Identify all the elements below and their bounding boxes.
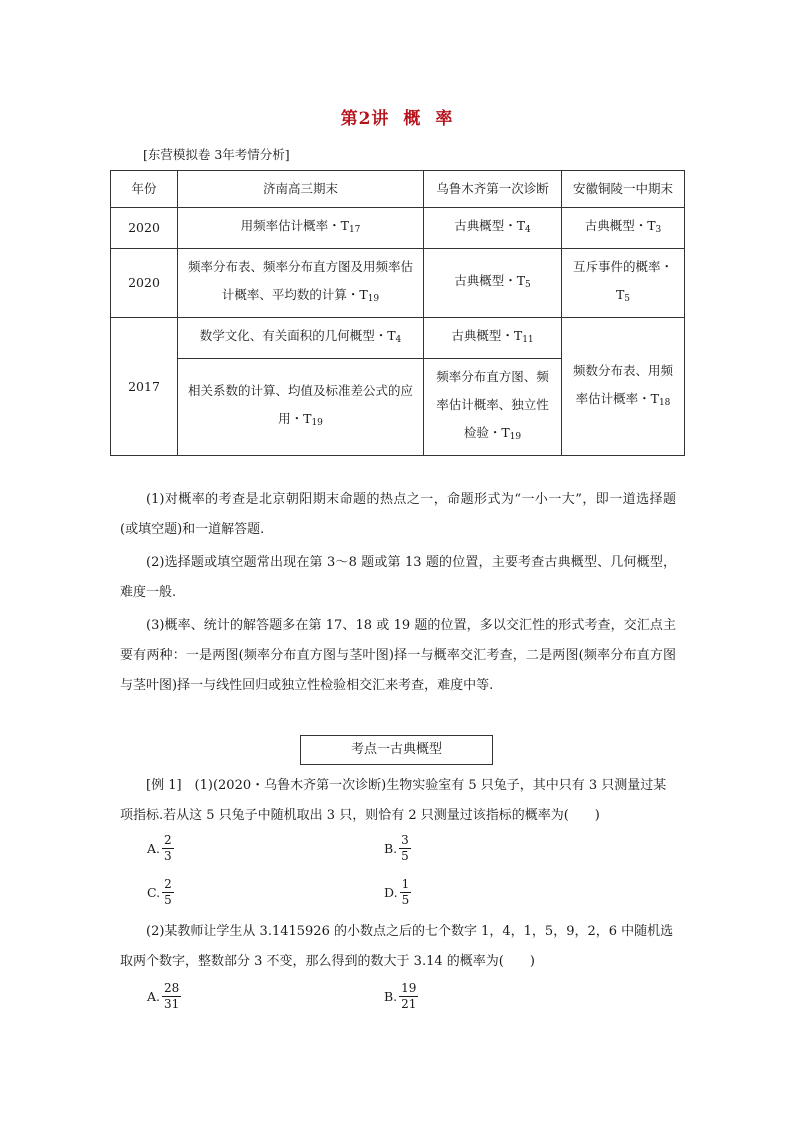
analysis-point-1: (1)对概率的考查是北京朝阳期末命题的热点之一，命题形式为“一小一大”，即一道选择题(或填空题)和一道解答题. [120, 492, 676, 537]
row2-jinan: 频率分布表、频率分布直方图及用频率估计概率、平均数的计算・$T_{19}$ [178, 249, 424, 318]
row3-urumqi-a: 古典概型・$T_{11}$ [424, 318, 562, 359]
title-word-2: 率 [435, 109, 454, 129]
option-d: D. $\frac{1}{5}$ [384, 877, 410, 907]
section-title-box: 考点一古典概型 [300, 735, 493, 765]
table-row [111, 249, 685, 318]
row2-urumqi: 古典概型・$T_5$ [424, 249, 562, 318]
row1-tongling: 古典概型・$T_3$ [562, 208, 685, 249]
option-b: B. $\frac{3}{5}$ [384, 833, 409, 863]
lecture-number: 第2讲 [340, 109, 390, 129]
table-row [111, 318, 685, 359]
option-c: C. $\frac{2}{5}$ [147, 877, 172, 907]
option-b: B. $\frac{19}{21}$ [384, 981, 417, 1011]
title-word-1: 概 [403, 109, 422, 129]
row1-year: 2020 [111, 208, 178, 249]
row3-tongling: 频数分布表、用频率估计概率・$T_{18}$ [562, 318, 685, 456]
analysis-subtitle: [东营模拟卷 3年考情分析] [143, 147, 290, 162]
option-a: A. $\frac{28}{31}$ [147, 981, 180, 1011]
row2-year: 2020 [111, 249, 178, 318]
row2-tongling: 互斥事件的概率・$T_5$ [562, 249, 685, 318]
row3-urumqi-b: 频率分布直方图、频率估计概率、独立性检验・$T_{19}$ [424, 359, 562, 456]
row3-jinan-b: 相关系数的计算、均值及标准差公式的应用・$T_{19}$ [178, 359, 424, 456]
header-year: 年份 [111, 171, 178, 208]
row3-jinan-a: 数学文化、有关面积的几何概型・$T_4$ [178, 318, 424, 359]
example1-question2: (2)某教师让学生从 3.1415926 的小数点之后的七个数字 1，4，1，5，9，2，6 中随机选取两个数字，整数部分 3 不变，那么得到的数大于 3.14 的概率为( ) [120, 924, 674, 969]
page-title [0, 104, 794, 129]
example1-question1: [例 1] (1)(2020・乌鲁木齐第一次诊断)生物实验室有 5 只兔子，其中只有 3 只测量过某项指标.若从这 5 只兔子中随机取出 3 只，则恰有 2 只测量过该指标的概率为( ) [120, 778, 667, 823]
row1-jinan: 用频率估计概率・$T_{17}$ [178, 208, 424, 249]
row1-urumqi: 古典概型・$T_4$ [424, 208, 562, 249]
table-header-row [111, 171, 685, 208]
exam-analysis-table [110, 170, 685, 456]
table-row [111, 208, 685, 249]
header-jinan: 济南高三期末 [178, 171, 424, 208]
row3-year: 2017 [111, 318, 178, 456]
analysis-point-3: (3)概率、统计的解答题多在第 17、18 或 19 题的位置，多以交汇性的形式考查，交汇点主要有两种：一是两图(频率分布直方图与茎叶图)择一与概率交汇考查，二是两图(频率分布直方图与茎叶图)择一与线性回归或独立性检验相交汇来考查，难度中等. [120, 618, 676, 693]
analysis-point-2: (2)选择题或填空题常出现在第 3～8 题或第 13 题的位置，主要考查古典概型、几何概型，难度一般. [120, 555, 676, 600]
header-urumqi: 乌鲁木齐第一次诊断 [424, 171, 562, 208]
header-tongling: 安徽铜陵一中期末 [562, 171, 685, 208]
option-a: A. $\frac{2}{3}$ [147, 833, 172, 863]
